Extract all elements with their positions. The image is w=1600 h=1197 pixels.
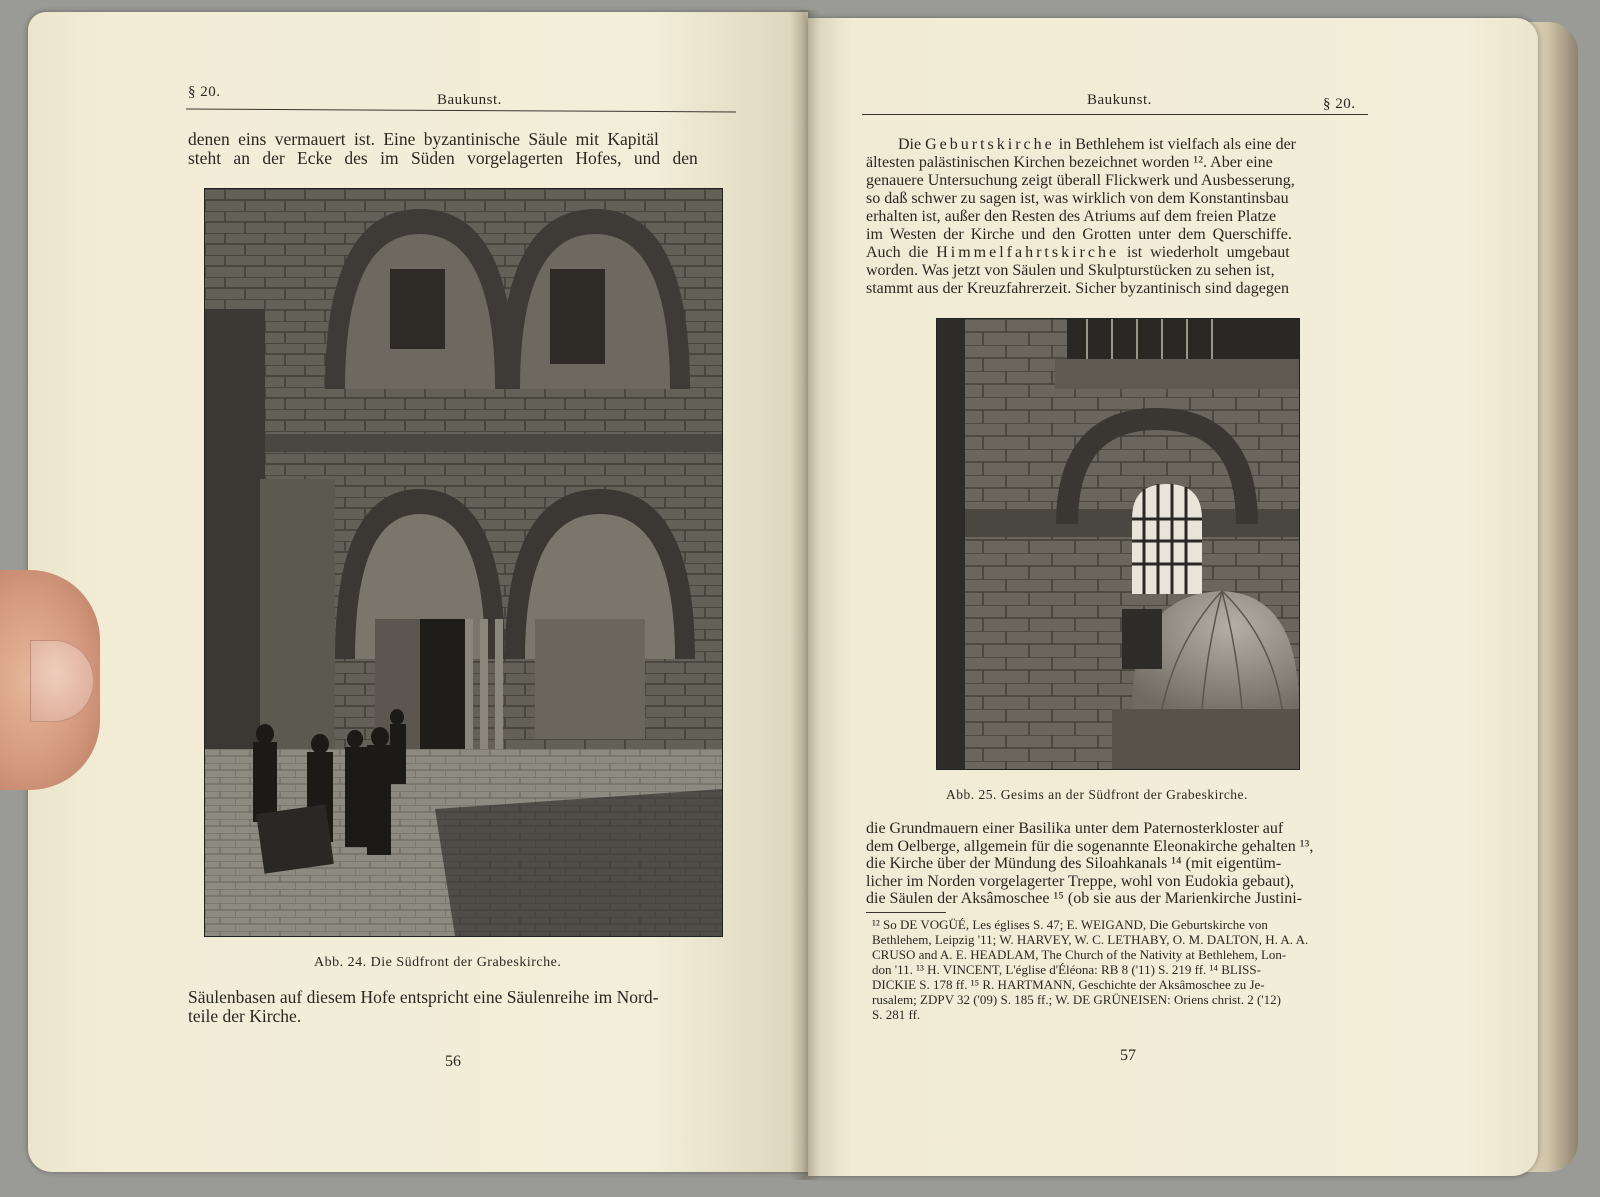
right-p1-line-6: im Westen der Kirche und den Grotten unter dem Querschiffe. — [866, 226, 1292, 243]
figure-24-photo — [204, 188, 723, 937]
figure-25-caption: Abb. 25. Gesims an der Südfront der Grabeskirche. — [946, 787, 1248, 802]
right-p2-line-4: licher im Norden vorgelagerter Treppe, wohl von Eudokia gebaut), — [866, 872, 1295, 890]
left-top-text — [188, 130, 736, 168]
right-p2-line-1: die Grundmauern einer Basilika unter dem Paternosterkloster auf — [866, 820, 1284, 837]
right-p2-line-5: die Säulen der Aksâmoschee ¹⁵ (ob sie aus der Marienkirche Justini- — [866, 890, 1303, 907]
right-paragraph-2 — [866, 820, 1370, 908]
footnote-separator — [866, 912, 946, 913]
left-top-line-2: steht an der Ecke des im Süden vorgelagerten Hofes, und den — [188, 148, 698, 168]
right-paragraph-1 — [866, 136, 1370, 298]
right-header-section: § 20. — [1323, 96, 1356, 112]
right-p1-line-3: genauere Untersuchung zeigt überall Flickwerk und Ausbesserung, — [866, 172, 1295, 189]
left-page-number: 56 — [445, 1053, 461, 1070]
left-header-section: § 20. — [188, 84, 221, 100]
left-header-title: Baukunst. — [437, 92, 502, 108]
footnote-line-1: ¹² So DE VOGÜÉ, Les églises S. 47; E. WEIGAND, Die Geburtskirche von — [872, 917, 1268, 932]
left-bottom-text — [188, 988, 736, 1026]
left-bottom-line-1: Säulenbasen auf diesem Hofe entspricht eine Säulenreihe im Nord- — [188, 987, 659, 1007]
footnote-line-7: S. 281 ff. — [872, 1007, 921, 1022]
grabeskirche-cornice-image — [937, 319, 1299, 769]
book-gutter — [790, 10, 820, 1180]
right-page-number: 57 — [1120, 1047, 1136, 1064]
right-p1-line-8: worden. Was jetzt von Säulen und Skulpturstücken zu sehen ist, — [866, 262, 1275, 279]
footnote-line-4: don '11. ¹³ H. VINCENT, L'église d'Éléona: RB 8 ('11) S. 219 ff. ¹⁴ BLISS- — [872, 962, 1261, 977]
figure-25-photo — [936, 318, 1300, 770]
right-p1-line-7: Auch die Himmelfahrtskirche ist wiederholt umgebaut — [866, 244, 1290, 261]
grabeskirche-south-front-image — [205, 189, 722, 936]
left-top-line-1: denen eins vermauert ist. Eine byzantinische Säule mit Kapitäl — [188, 129, 659, 149]
right-p1-line-9: stammt aus der Kreuzfahrerzeit. Sicher byzantinisch sind dagegen — [866, 280, 1289, 297]
right-p1-line-1: Die Geburtskirche in Bethlehem ist vielfach als eine der — [898, 136, 1296, 153]
footnotes — [872, 917, 1372, 1022]
footnote-line-5: DICKIE S. 178 ff. ¹⁵ R. HARTMANN, Geschichte der Aksâmoschee zu Je- — [872, 977, 1265, 992]
right-header-title: Baukunst. — [1087, 92, 1152, 108]
right-p1-line-5: erhalten ist, außer den Resten des Atriums auf dem freien Platze — [866, 208, 1277, 225]
right-p2-line-2: dem Oelberge, allgemein für die sogenannte Eleonakirche gehalten ¹³, — [866, 837, 1314, 855]
footnote-line-2: Bethlehem, Leipzig '11; W. HARVEY, W. C. LETHABY, O. M. DALTON, H. A. A. — [872, 932, 1309, 947]
figure-24-caption: Abb. 24. Die Südfront der Grabeskirche. — [314, 955, 562, 970]
left-bottom-line-2: teile der Kirche. — [188, 1006, 302, 1026]
footnote-line-6: rusalem; ZDPV 32 ('09) S. 185 ff.; W. DE GRÜNEISEN: Oriens christ. 2 ('12) — [872, 992, 1281, 1007]
right-p1-line-4: so daß schwer zu sagen ist, was wirklich von dem Konstantinsbau — [866, 190, 1289, 207]
right-p2-line-3: die Kirche über der Mündung des Siloahkanals ¹⁴ (mit eigentüm- — [866, 855, 1282, 872]
right-p1-line-2: ältesten palästinischen Kirchen bezeichnet worden ¹². Aber eine — [866, 154, 1273, 171]
right-header-rule — [862, 114, 1368, 115]
footnote-line-3: CRUSO and A. E. HEADLAM, The Church of the Nativity at Bethlehem, Lon- — [872, 947, 1287, 962]
